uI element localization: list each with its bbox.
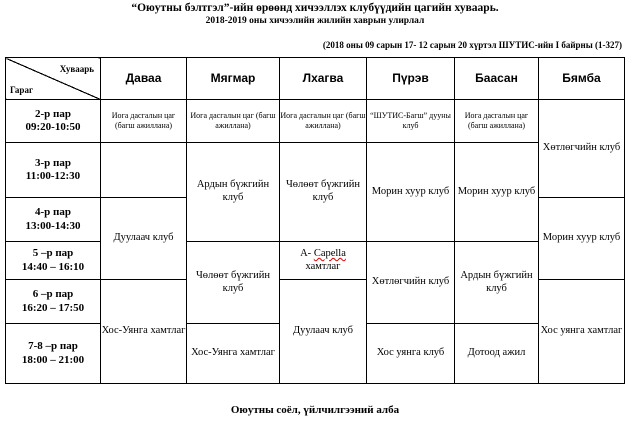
schedule-cell [280, 242, 367, 280]
document-subtitle: 2018-2019 оны хичээлийн жилийн хаврын улирлал [205, 16, 425, 26]
period-cell [6, 324, 101, 384]
schedule-table [5, 57, 625, 384]
day-header-lkhagva: Лхагва [280, 58, 367, 100]
corner-label-schedule: Хуваарь [59, 64, 94, 74]
cell-text-part: А- [300, 247, 312, 259]
period-name: 2-р пар [35, 107, 71, 120]
schedule-cell: Иога дасгалын цаг (багш ажиллана) [280, 100, 367, 143]
schedule-cell: Ардын бүжгийн клуб [187, 143, 280, 242]
period-time: 14:40 – 16:10 [21, 260, 85, 273]
document-title: “Оюутны бэлтгэл”-ийн өрөөнд хичээллэх клубүүдийн цагийн хуваарь. [131, 2, 499, 14]
period-time: 16:20 – 17:50 [21, 301, 85, 314]
period-time: 18:00 – 21:00 [21, 353, 85, 366]
period-note: (2018 оны 09 сарын 17- 12 сарын 20 хүртэл ШУТИС-ийн I байрны (1-327) [322, 40, 622, 50]
corner-label-weekday: Гараг [10, 85, 34, 96]
schedule-cell: Ардын бүжгийн клуб [455, 242, 539, 324]
schedule-cell: Морин хуур клуб [367, 143, 455, 242]
schedule-cell: Хос уянга клуб [367, 324, 455, 384]
period-name: 5 –р пар [32, 247, 74, 260]
footer-signature: Оюутны соёл, үйлчилгээний алба [230, 404, 400, 416]
cell-text-part: хамтлаг [305, 260, 341, 272]
schedule-cell: Иога дасгалын цаг (багш ажиллана) [187, 100, 280, 143]
table-row [6, 100, 625, 143]
period-cell [6, 100, 101, 143]
period-name: 7-8 –р пар [28, 340, 78, 353]
day-header-myagmar: Мягмар [187, 58, 280, 100]
corner-header-cell [6, 58, 101, 100]
table-row [6, 143, 625, 198]
period-name: 4-р пар [35, 206, 71, 219]
schedule-cell: Иога дасгалын цаг (багш ажиллана) [101, 100, 187, 143]
period-cell [6, 198, 101, 242]
day-header-davaa: Даваа [101, 58, 187, 100]
schedule-cell: Дотоод ажил [455, 324, 539, 384]
schedule-cell: Дуулаач клуб [101, 198, 187, 280]
schedule-cell: Хос-Уянга хамтлаг [101, 280, 187, 384]
schedule-cell: Чөлөөт бүжгийн клуб [187, 242, 280, 324]
day-header-byamba: Бямба [539, 58, 625, 100]
table-row [6, 242, 625, 280]
schedule-cell: Хос уянга хамтлаг [539, 280, 625, 384]
schedule-cell: Хос-Уянга хамтлаг [187, 324, 280, 384]
schedule-cell: Чөлөөт бүжгийн клуб [280, 143, 367, 242]
cell-text-part: Capella [313, 247, 346, 259]
day-header-baasan: Баасан [455, 58, 539, 100]
schedule-cell: Морин хуур клуб [455, 143, 539, 242]
header-row [6, 58, 625, 100]
schedule-cell: Хөтлөгчийн клуб [539, 100, 625, 198]
schedule-cell: Морин хуур клуб [539, 198, 625, 280]
period-cell [6, 143, 101, 198]
schedule-cell: Хөтлөгчийн клуб [367, 242, 455, 324]
empty-cell [101, 143, 187, 198]
period-time: 13:00-14:30 [25, 219, 81, 232]
schedule-cell: “ШУТИС-Багш” дууны клуб [367, 100, 455, 143]
period-name: 3-р пар [35, 156, 71, 169]
schedule-cell: Дуулаач клуб [280, 280, 367, 384]
period-cell [6, 242, 101, 280]
period-name: 6 –р пар [32, 288, 74, 301]
period-time: 11:00-12:30 [25, 170, 81, 182]
schedule-cell: Иога дасгалын цаг (багш ажиллана) [455, 100, 539, 143]
period-time: 09:20-10:50 [25, 121, 81, 133]
period-cell [6, 280, 101, 324]
day-header-purev: Пүрэв [367, 58, 455, 100]
